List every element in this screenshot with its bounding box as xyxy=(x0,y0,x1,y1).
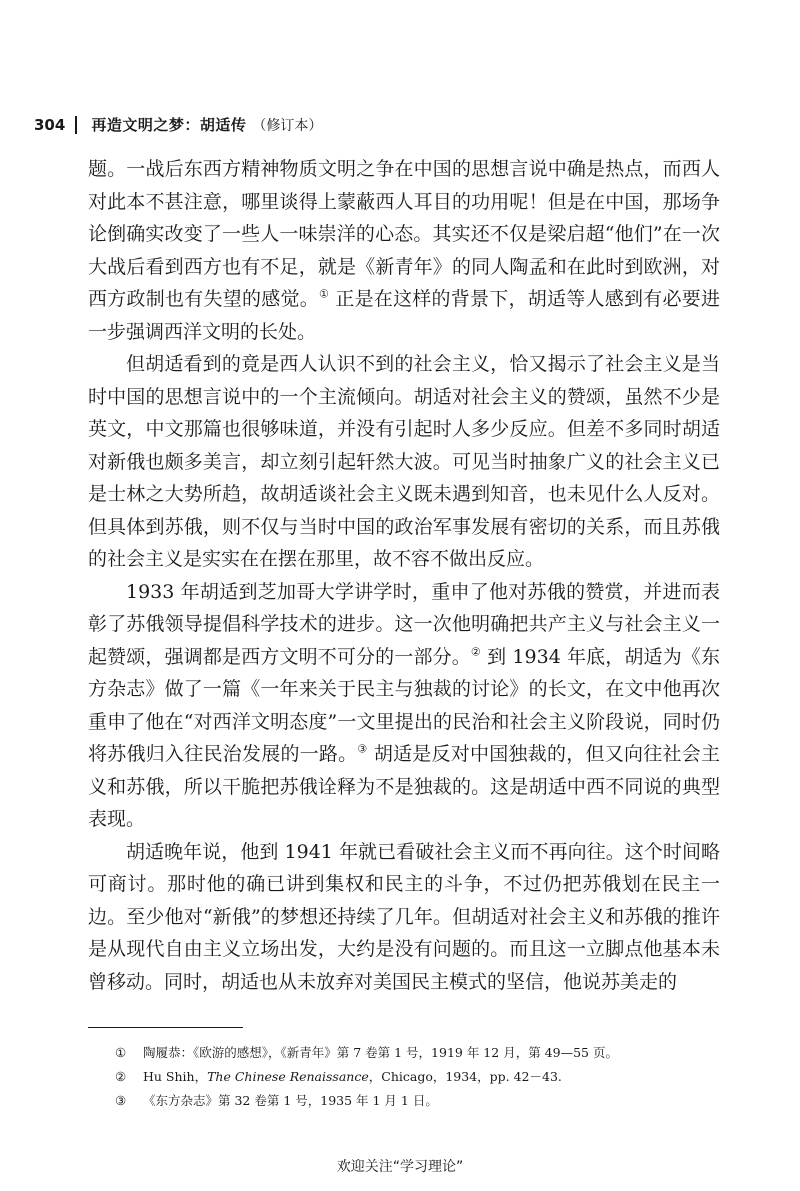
footnotes xyxy=(115,1041,735,1113)
footnote-1 xyxy=(115,1041,735,1065)
footnote-text: Hu Shih，The Chinese Renaissance，Chicago，1934，pp. 42－43. xyxy=(143,1069,562,1084)
footnote-mark: ② xyxy=(115,1069,127,1084)
footnote-3 xyxy=(115,1089,735,1113)
footnote-ref-2[interactable]: ② xyxy=(470,645,481,659)
book-title: 再造文明之梦：胡适传 xyxy=(91,116,247,134)
page-number: 304 xyxy=(34,115,66,134)
footnote-ref-3[interactable]: ③ xyxy=(357,742,368,756)
footnote-text: 陶履恭：《欧游的感想》，《新青年》第 7 卷第 1 号，1919 年 12 月，第 49—55 页。 xyxy=(143,1045,618,1060)
paragraph-1: 题。一战后东西方精神物质文明之争在中国的思想言说中确是热点，而西人对此本不甚注意，哪里谈得上蒙蔽西人耳目的功用呢！但是在中国，那场争论倒确实改变了一些人一味崇洋的心态。其实还不仅是梁启超“他们”在一次大战后看到西方也有不足，就是《新青年》的同人陶孟和在此时到欧洲，对西方政制也有失望的感觉。① 正是在这样的背景下，胡适等人感到有必要进一步强调西洋文明的长处。 xyxy=(88,158,720,343)
book-title-italic: The Chinese Renaissance xyxy=(207,1069,369,1084)
footnote-text: 《东方杂志》第 32 卷第 1 号，1935 年 1 月 1 日。 xyxy=(143,1093,438,1108)
paragraph-4: 胡适晚年说，他到 1941 年就已看破社会主义而不再向往。这个时间略可商讨。那时他的确已讲到集权和民主的斗争，不过仍把苏俄划在民主一边。至少他对“新俄”的梦想还持续了几年。但胡适对社会主义和苏俄的推许是从现代自由主义立场出发，大约是没有问题的。而且这一立脚点他基本未曾移动。同时，胡适也从未放弃对美国民主模式的坚信，他说苏美走的 xyxy=(88,840,720,993)
paragraph-3: 1933 年胡适到芝加哥大学讲学时，重申了他对苏俄的赞赏，并进而表彰了苏俄领导提倡科学技术的进步。这一次他明确把共产主义与社会主义一起赞颂，强调都是西方文明不可分的一部分。② 到 1934 年底，胡适为《东方杂志》做了一篇《一年来关于民主与独裁的讨论》的长文，在文中他再次重申了他在“对西洋文明态度”一文里提出的民治和社会主义阶段说，同时仍将苏俄归入往民治发展的一路。③ 胡适是反对中国独裁的，但又向往社会主义和苏俄，所以干脆把苏俄诠释为不是独裁的。这是胡适中西不同说的典型表现。 xyxy=(88,580,720,830)
running-header xyxy=(34,114,322,135)
body-text xyxy=(88,153,720,998)
footnote-mark: ① xyxy=(115,1045,127,1060)
footnote-ref-1[interactable]: ① xyxy=(318,287,330,301)
footnote-mark: ③ xyxy=(115,1093,127,1108)
paragraph-2: 但胡适看到的竟是西人认识不到的社会主义，恰又揭示了社会主义是当时中国的思想言说中的一个主流倾向。胡适对社会主义的赞颂，虽然不少是英文，中文那篇也很够味道，并没有引起时人多少反应。但差不多同时胡适对新俄也颇多美言，却立刻引起轩然大波。可见当时抽象广义的社会主义已是士林之大势所趋，故胡适谈社会主义既未遇到知音，也未见什么人反对。但具体到苏俄，则不仅与当时中国的政治军事发展有密切的关系，而且苏俄的社会主义是实实在在摆在那里，故不容不做出反应。 xyxy=(88,353,720,570)
edition-label: （修订本） xyxy=(252,117,323,134)
footnote-divider xyxy=(88,1027,243,1028)
footnote-2 xyxy=(115,1065,735,1089)
header-divider xyxy=(75,116,77,134)
page-footer: 欢迎关注“学习理论” xyxy=(336,1159,464,1175)
